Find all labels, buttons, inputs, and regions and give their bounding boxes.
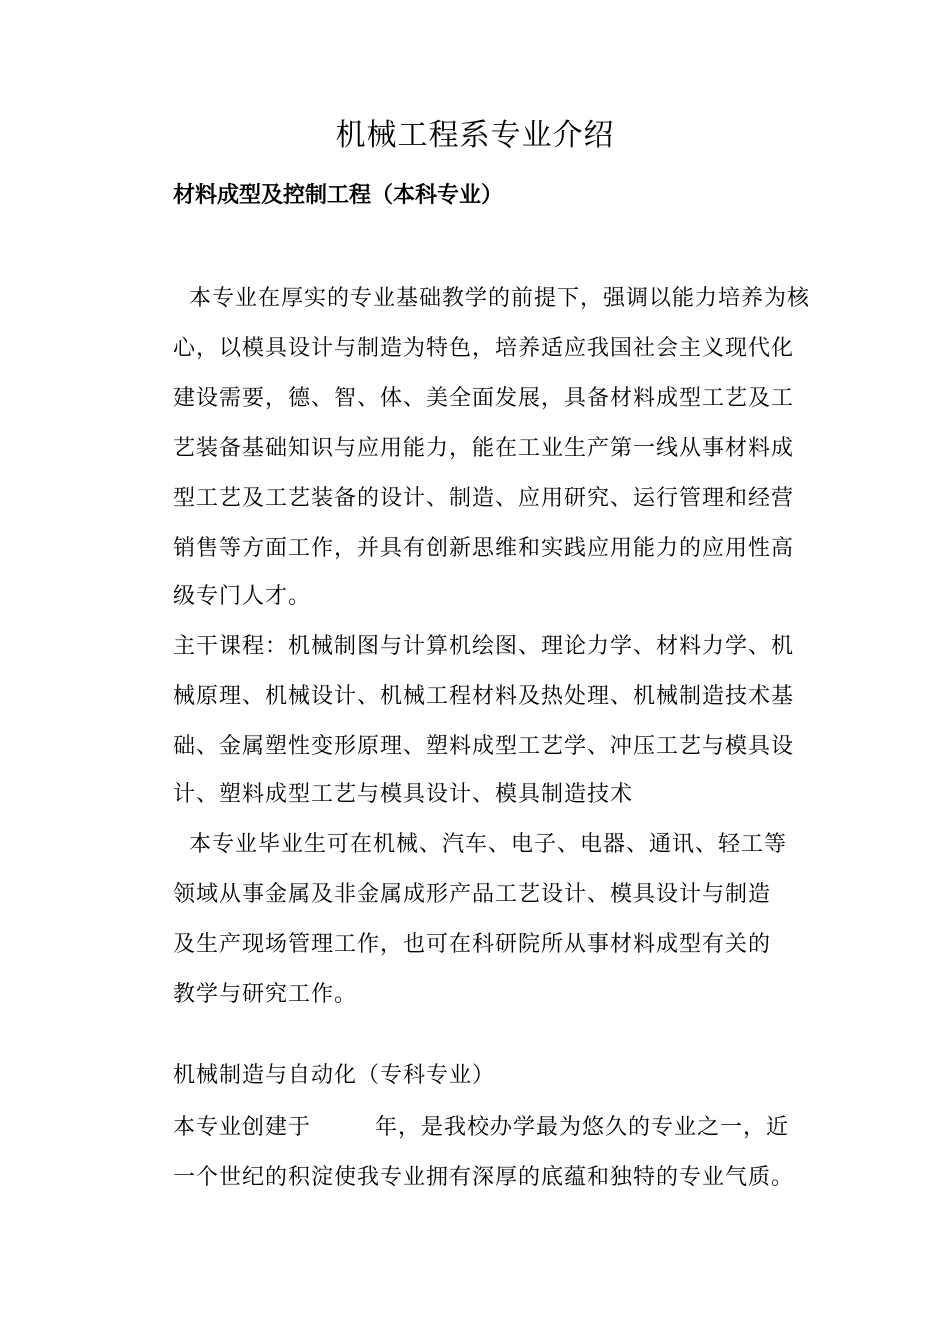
career-line: 领域从事金属及非金属成形产品工艺设计、模具设计与制造 [173,882,772,907]
intro-line: 心，以模具设计与制造为特色，培养适应我国社会主义现代化 [173,336,795,361]
intro-line: 型工艺及工艺装备的设计、制造、应用研究、运行管理和经营 [173,486,795,511]
manufacturing-line: 本专业创建于 年，是我校办学最为悠久的专业之一，近 [173,1115,789,1140]
courses-line: 础、金属塑性变形原理、塑料成型工艺学、冲压工艺与模具设 [173,734,795,759]
courses-line: 械原理、机械设计、机械工程材料及热处理、机械制造技术基 [173,684,795,709]
intro-line: 建设需要，德、智、体、美全面发展，具备材料成型工艺及工 [173,386,795,411]
section-heading-manufacturing: 机械制造与自动化（专科专业） [173,1063,496,1088]
intro-line: 级专门人才。 [173,584,312,609]
career-line: 本专业毕业生可在机械、汽车、电子、电器、通讯、轻工等 [173,832,787,857]
intro-line: 销售等方面工作，并具有创新思维和实践应用能力的应用性高 [173,536,795,561]
intro-line: 艺装备基础知识与应用能力，能在工业生产第一线从事材料成 [173,436,795,461]
courses-line: 主干课程：机械制图与计算机绘图、理论力学、材料力学、机 [173,634,795,659]
section-heading-materials: 材料成型及控制工程（本科专业） [173,183,504,208]
courses-line: 计、塑料成型工艺与模具设计、模具制造技术 [173,782,634,807]
career-line: 教学与研究工作。 [173,982,358,1007]
document-title: 机械工程系专业介绍 [335,118,615,153]
intro-line: 本专业在厚实的专业基础教学的前提下，强调以能力培养为核 [173,286,810,311]
career-line: 及生产现场管理工作，也可在科研院所从事材料成型有关的 [173,932,772,957]
manufacturing-line: 一个世纪的积淀使我专业拥有深厚的底蕴和独特的专业气质。 [173,1165,795,1190]
